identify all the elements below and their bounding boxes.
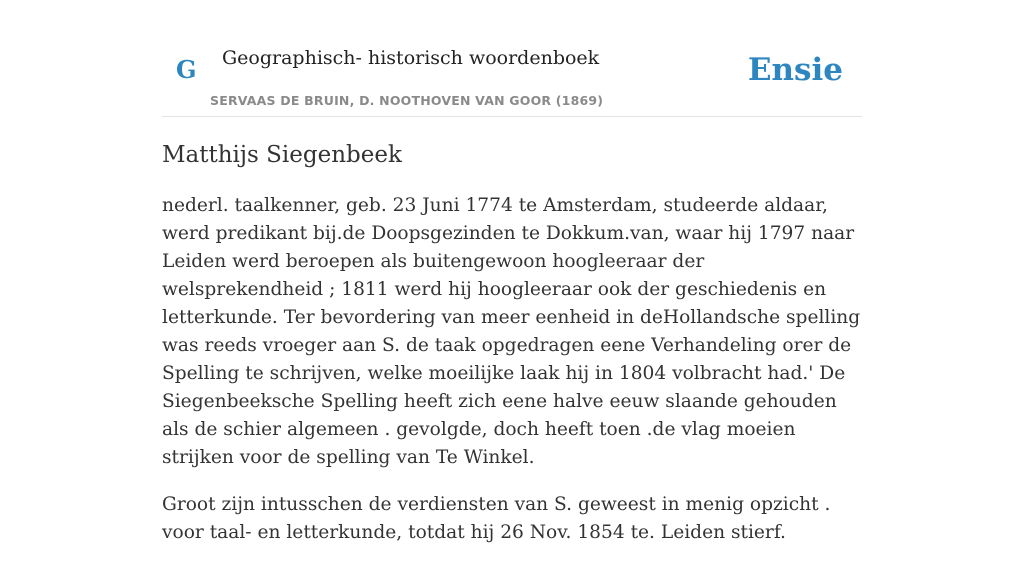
ensie-logo[interactable]: Ensie — [747, 52, 843, 88]
book-title[interactable]: Geographisch- historisch woordenboek — [222, 47, 600, 69]
entry-body — [162, 192, 862, 566]
entry-title: Matthijs Siegenbeek — [162, 142, 402, 168]
book-logo-letter[interactable]: G — [176, 55, 197, 84]
entry-paragraph: nederl. taalkenner, geb. 23 Juni 1774 te Amsterdam, studeerde aldaar, werd predikant bij.de Doopsgezinden te Dokkum.van, waar hij 1797 naar Leiden werd beroepen als buitengewoon hoogleeraar der welsprekendheid ; 1811 werd hij hoogleeraar ook der geschiedenis en letterkunde. Ter bevordering van meer eenheid in deHollandsche spelling was reeds vroeger aan S. de taak opgedragen eene Verhandeling orer de Spelling te schrijven, welke moeilijke laak hij in 1804 volbracht had.' De Siegenbeeksche Spelling heeft zich eene halve eeuw slaande gehouden als de schier algemeen . gevolgde, doch heeft toen .de vlag moeien strijken voor de spelling van Te Winkel. — [162, 195, 861, 468]
book-authors: SERVAAS DE BRUIN, D. NOOTHOVEN VAN GOOR (1869) — [210, 93, 604, 108]
entry-paragraph: Groot zijn intusschen de verdiensten van S. geweest in menig opzicht . voor taal- en letterkunde, totdat hij 26 Nov. 1854 te. Leiden stierf. — [162, 494, 831, 543]
book-header — [162, 0, 862, 117]
